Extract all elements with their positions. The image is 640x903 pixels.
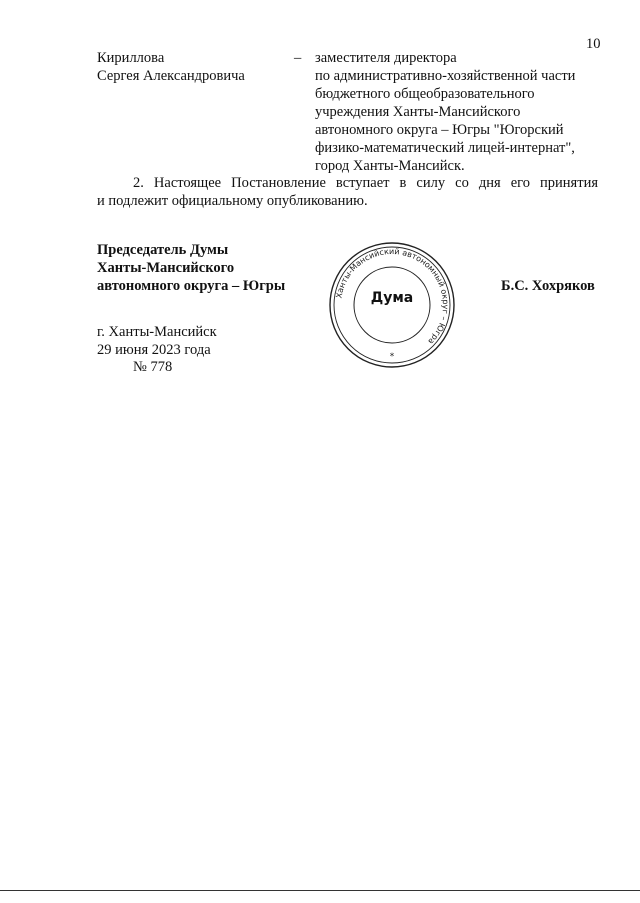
seal-center-text: Дума	[370, 290, 414, 306]
position-line: учреждения Ханты-Мансийского	[315, 104, 521, 120]
position-line: заместителя директора	[315, 50, 457, 66]
seal-star-icon: *	[389, 352, 395, 362]
position-line: автономного округа – Югры "Югорский	[315, 122, 564, 138]
issue-date: 29 июня 2023 года	[97, 342, 211, 358]
position-line: город Ханты-Мансийск.	[315, 158, 465, 174]
appointee-name: Сергея Александровича	[97, 68, 245, 84]
issue-number: № 778	[133, 359, 173, 375]
seal-outer-text: Ханты-Мансийский автономный округ – Югра	[334, 246, 451, 347]
issue-place: г. Ханты-Мансийск	[97, 324, 217, 340]
clause-2-line-1: 2. Настоящее Постановление вступает в силу со дня его принятия	[133, 175, 598, 191]
position-line: физико-математический лицей-интернат",	[315, 140, 575, 156]
scan-edge-divider	[0, 890, 640, 891]
signature-title-line: Председатель Думы	[97, 242, 229, 258]
page-number: 10	[586, 36, 601, 52]
clause-2-line-2: и подлежит официальному опубликованию.	[97, 193, 368, 209]
position-line: по административно-хозяйственной части	[315, 68, 576, 84]
signature-title-line: Ханты-Мансийского	[97, 260, 235, 276]
signature-title-line: автономного округа – Югры	[97, 278, 286, 294]
official-seal	[328, 241, 456, 369]
signatory-name: Б.С. Хохряков	[501, 278, 595, 294]
appointment-dash: –	[294, 50, 302, 66]
position-line: бюджетного общеобразовательного	[315, 86, 535, 102]
appointee-surname: Кириллова	[97, 50, 165, 66]
